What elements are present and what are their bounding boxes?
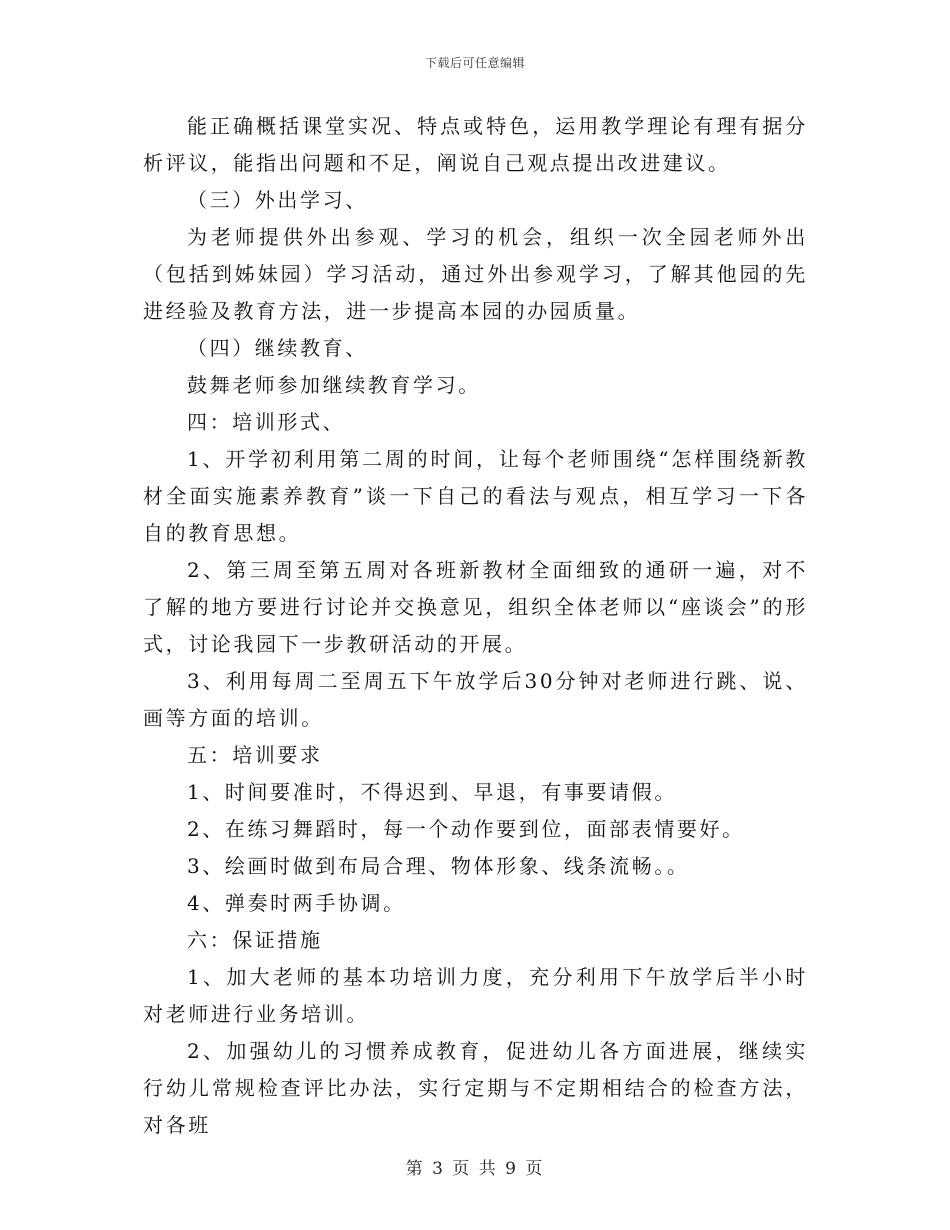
list-item-training-format-2: 2、第三周至第五周对各班新教材全面细致的通研一遍，对不了解的地方要进行讨论并交换意见，组织全体老师以“座谈会”的形式，讨论我园下一步教研活动的开展。 [143, 558, 808, 656]
heading-continuing-education: （四）继续教育、 [187, 336, 368, 360]
list-item-training-format-1: 1、开学初利用第二周的时间，让每个老师围绕“怎样围绕新教材全面实施素养教育”谈一下自己的看法与观点，相互学习一下各自的教育思想。 [143, 447, 808, 545]
page-header: 下载后可任意编辑 [424, 56, 525, 70]
paragraph-study-outside: 为老师提供外出参观、学习的机会，组织一次全园老师外出（包括到姊妹园）学习活动，通过外出参观学习，了解其他园的先进经验及教育方法，进一步提高本园的办园质量。 [143, 225, 808, 323]
list-item-measure-2: 2、加强幼儿的习惯养成教育，促进幼儿各方面进展，继续实行幼儿常规检查评比办法，实行定期与不定期相结合的检查方法，对各班 [143, 1039, 808, 1137]
list-item-requirement-2: 2、在练习舞蹈时，每一个动作要到位，面部表情要好。 [187, 817, 745, 841]
heading-training-requirements: 五：培训要求 [187, 743, 323, 767]
heading-guarantee-measures: 六：保证措施 [187, 928, 323, 952]
list-item-measure-1: 1、加大老师的基本功培训力度，充分利用下午放学后半小时对老师进行业务培训。 [143, 965, 808, 1026]
heading-study-outside: （三）外出学习、 [187, 188, 368, 212]
document-body [143, 108, 808, 1144]
list-item-requirement-1: 1、时间要准时，不得迟到、早退，有事要请假。 [187, 780, 677, 804]
page-number-footer: 第 3 页 共 9 页 [405, 1159, 545, 1179]
heading-training-format: 四：培训形式、 [187, 410, 346, 434]
list-item-requirement-3: 3、绘画时做到布局合理、物体形象、线条流畅。。 [187, 854, 690, 878]
list-item-requirement-4: 4、弹奏时两手协调。 [187, 891, 406, 915]
list-item-training-format-3: 3、利用每周二至周五下午放学后30分钟对老师进行跳、说、画等方面的培训。 [143, 669, 808, 730]
paragraph-continuing-education: 鼓舞老师参加继续教育学习。 [187, 373, 481, 397]
paragraph-classroom-evaluation: 能正确概括课堂实况、特点或特色，运用教学理论有理有据分析评议，能指出问题和不足，阐说自己观点提出改进建议。 [143, 114, 808, 175]
